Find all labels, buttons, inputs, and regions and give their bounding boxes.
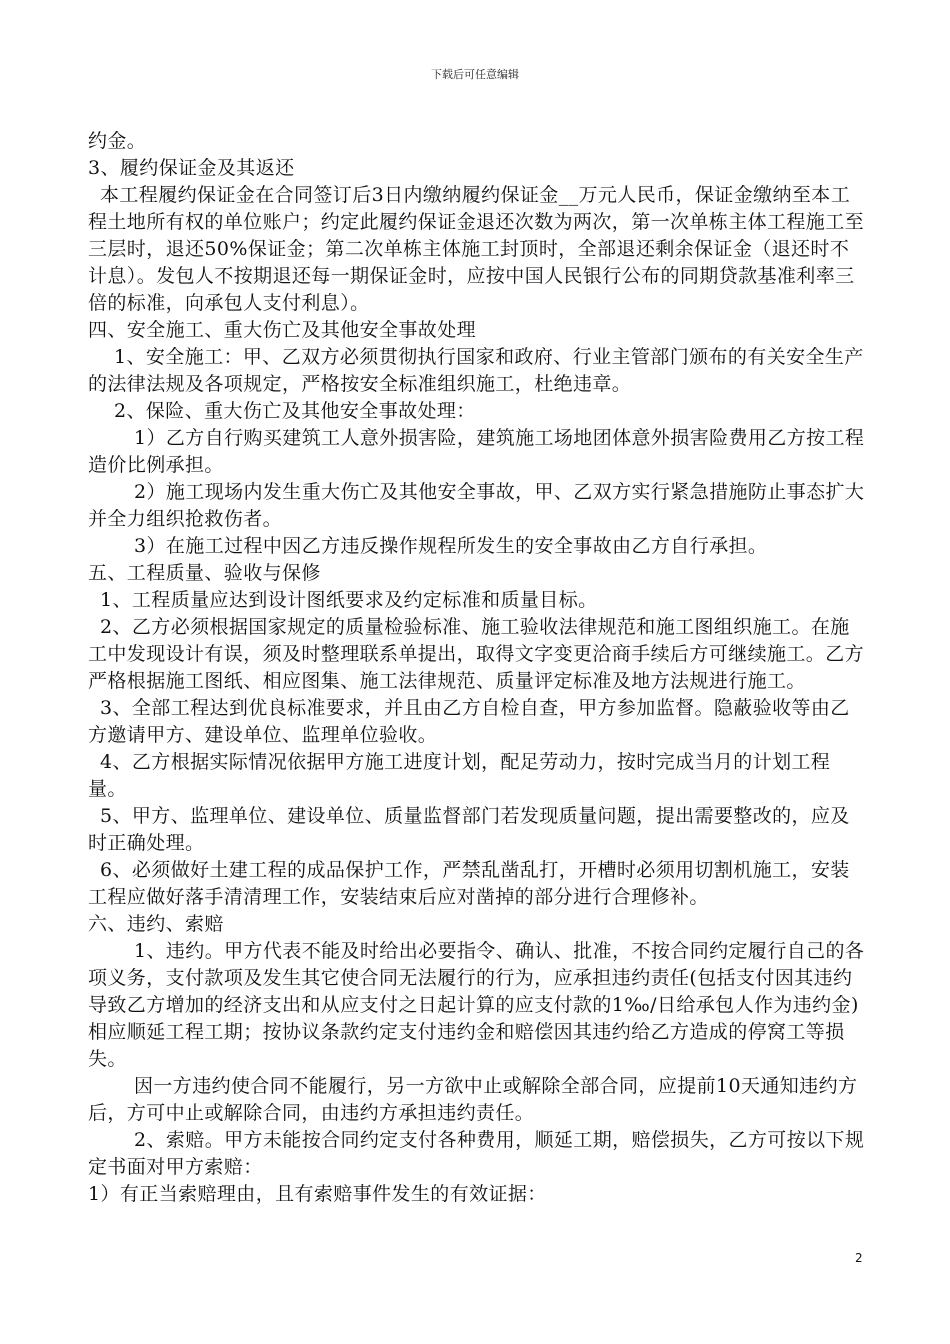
paragraph: 1）乙方自行购买建筑工人意外损害险，建筑施工场地团体意外损害险费用乙方按工程造价比例承担。	[88, 427, 865, 476]
paragraph: 2）施工现场内发生重大伤亡及其他安全事故，甲、乙双方实行紧急措施防止事态扩大并全力组织抢救伤者。	[88, 481, 865, 530]
paragraph: 约金。	[88, 130, 147, 152]
document-body	[88, 128, 868, 1208]
section-heading: 五、工程质量、验收与保修	[88, 562, 321, 584]
paragraph: 1、工程质量应达到设计图纸要求及约定标准和质量目标。	[100, 589, 598, 611]
paragraph: 2、保险、重大伤亡及其他安全事故处理：	[114, 400, 476, 422]
paragraph: 4、乙方根据实际情况依据甲方施工进度计划，配足劳动力，按时完成当月的计划工程量。	[88, 751, 831, 800]
paragraph: 1）有正当索赔理由，且有索赔事件发生的有效证据：	[88, 1183, 547, 1205]
paragraph: 6、必须做好土建工程的成品保护工作，严禁乱凿乱打，开槽时必须用切割机施工，安装工程应做好落手清清理工作，安装结束后应对凿掉的部分进行合理修补。	[88, 859, 850, 908]
paragraph: 5、甲方、监理单位、建设单位、质量监督部门若发现质量问题，提出需要整改的，应及时正确处理。	[88, 805, 850, 854]
paragraph: 3）在施工过程中因乙方违反操作规程所发生的安全事故由乙方自行承担。	[134, 535, 768, 557]
section-heading: 六、违约、索赔	[88, 913, 224, 935]
section-heading: 四、安全施工、重大伤亡及其他安全事故处理	[88, 319, 477, 341]
section-heading: 3、履约保证金及其返还	[88, 157, 295, 179]
page-number: 2	[855, 1251, 863, 1265]
paragraph: 2、乙方必须根据国家规定的质量检验标准、施工验收法律规范和施工图组织施工。在施工中发现设计有误，须及时整理联系单提出，取得文字变更洽商手续后方可继续施工。乙方严格根据施工图纸、相应图集、施工法律规范、质量评定标准及地方法规进行施工。	[88, 616, 865, 692]
paragraph: 因一方违约使合同不能履行，另一方欲中止或解除全部合同，应提前10天通知违约方后，方可中止或解除合同，由违约方承担违约责任。	[88, 1075, 858, 1124]
paragraph: 2、索赔。甲方未能按合同约定支付各种费用，顺延工期，赔偿损失，乙方可按以下规定书面对甲方索赔：	[88, 1129, 865, 1178]
page-header: 下载后可任意编辑	[431, 68, 519, 81]
paragraph: 1、违约。甲方代表不能及时给出必要指令、确认、批准，不按合同约定履行自己的各项义务，支付款项及发生其它使合同无法履行的行为，应承担违约责任(包括支付因其违约导致乙方增加的经济支出和从应支付之日起计算的应支付款的1‰/日给承包人作为违约金)相应顺延工程工期；按协议条款约定支付违约金和赔偿因其违约给乙方造成的停窝工等损失。	[88, 940, 865, 1070]
paragraph: 本工程履约保证金在合同签订后3日内缴纳履约保证金__万元人民币，保证金缴纳至本工程土地所有权的单位账户；约定此履约保证金退还次数为两次，第一次单栋主体工程施工至三层时，退还50%保证金；第二次单栋主体施工封顶时，全部退还剩余保证金（退还时不计息）。发包人不按期退还每一期保证金时，应按中国人民银行公布的同期贷款基准利率三倍的标准，向承包人支付利息）。	[88, 184, 865, 314]
paragraph: 1、安全施工：甲、乙双方必须贯彻执行国家和政府、行业主管部门颁布的有关安全生产的法律法规及各项规定，严格按安全标准组织施工，杜绝违章。	[88, 346, 864, 395]
paragraph: 3、全部工程达到优良标准要求，并且由乙方自检自查，甲方参加监督。隐蔽验收等由乙方邀请甲方、建设单位、监理单位验收。	[88, 697, 850, 746]
